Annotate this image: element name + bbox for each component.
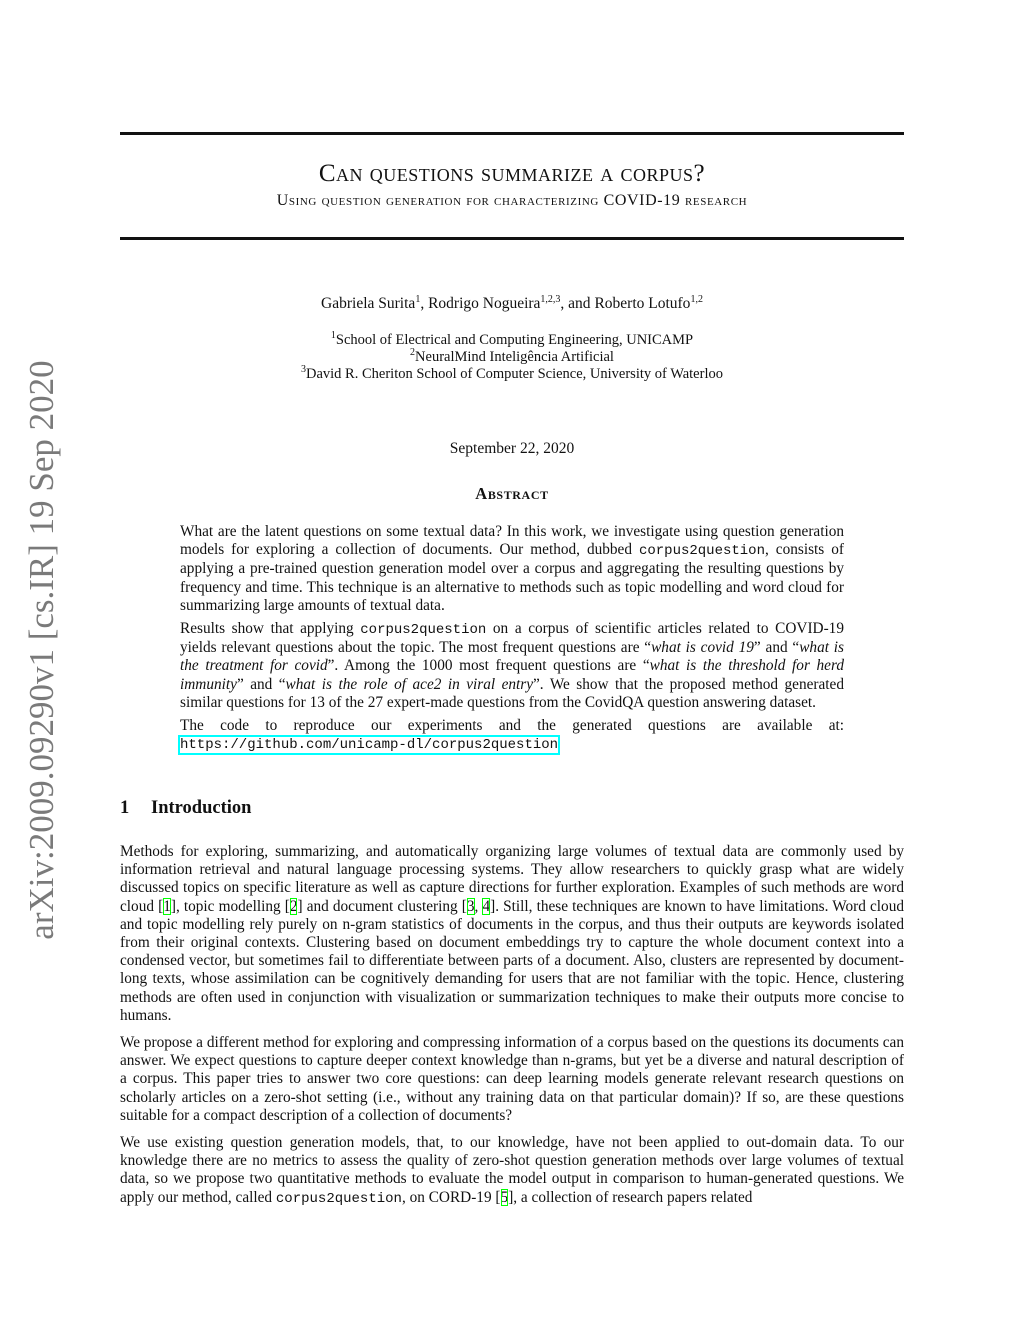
text-run: ” and “ <box>236 675 286 693</box>
text-run: We propose a different method for exploring and compressing information of a corpus based on the questions its documents can answer. We expect questions to capture deeper context knowledge than n-grams, but yet be a diverse and natural description of a corpus. This paper tries to answer two core questions: can deep learning models generate relevant research questions on scholarly articles on a zero-shot setting (i.e., without any training data on that particular domain)? If so, are these questions suitable for a compact description of a collection of documents? <box>120 1034 904 1124</box>
italic-quote: what is covid 19 <box>651 639 754 657</box>
text-run: ] and document clustering [ <box>297 897 467 915</box>
affiliation-mark: 3 <box>301 364 306 376</box>
paragraph <box>180 523 844 615</box>
text-run: The code to reproduce our experiments and the generated questions are available at: <box>180 717 844 735</box>
text-run: What are the latent questions on some textual data? In this work, we investigate using question generation models for exploring a collection of documents. Our method, dubbed <box>180 523 844 559</box>
paragraph <box>120 1034 904 1125</box>
author-affiliation-mark: 1 <box>415 293 421 305</box>
paper-title: Can questions summarize a corpus? <box>318 160 706 187</box>
text-run: ], a collection of research papers related <box>508 1188 753 1206</box>
body-text <box>120 843 904 1217</box>
paragraph <box>120 843 904 1025</box>
author-separator: , and <box>560 295 595 312</box>
text-run: ], topic modelling [ <box>170 897 290 915</box>
author-affiliation-mark: 1,2 <box>690 293 703 305</box>
author-list <box>0 295 1024 313</box>
affiliation-text: NeuralMind Inteligência Artificial <box>415 349 614 365</box>
text-run: ]. Still, these techniques are known to have limitations. Word cloud and topic modelling rely purely on n-gram statistics of documents in the corpus, and thus their outputs are keywords isolated from their original contexts. Clustering based on document embeddings try to capture the whole document context into a condensed vector, but sometimes fail to differentiate between parts of a document. Also, clusters are represented by document-long texts, whose assimilation can be cognitively demanding for users that are not familiar with the topic. Hence, clustering methods are often used in conjunction with visualization or summarization techniques to make their outputs more concise to humans. <box>120 897 904 1024</box>
italic-quote: what is the treatment for covid <box>180 639 844 675</box>
citation-link[interactable]: 5 <box>500 1188 509 1206</box>
citation-link[interactable]: 2 <box>289 897 298 915</box>
affiliation-line <box>0 366 1024 383</box>
text-run: Methods for exploring, summarizing, and automatically organizing large volumes of textual data are commonly used by information retrieval and natural language processing systems. They allow researchers to quickly grasp what are widely discussed topics on specific literature as well as capture directions for further exploration. Examples of such methods are word cloud [ <box>120 843 904 915</box>
paragraph <box>120 1134 904 1208</box>
citation-link[interactable]: 1 <box>163 897 171 915</box>
abstract <box>180 523 844 759</box>
text-run: ” and “ <box>753 639 800 657</box>
abstract-heading: Abstract <box>475 484 549 503</box>
arxiv-stamp: arXiv:2009.09290v1 [cs.IR] 19 Sep 2020 <box>22 360 61 940</box>
bottom-rule <box>120 237 904 240</box>
text-run: ”. We show that the proposed method generated similar questions for 13 of the 27 expert-made questions from the CovidQA question answering dataset. <box>180 675 844 711</box>
affiliation-line <box>0 349 1024 366</box>
code-term: corpus2question <box>638 543 765 560</box>
affiliation-line <box>0 332 1024 349</box>
author-name: Rodrigo Nogueira <box>428 295 541 312</box>
section-heading <box>120 798 251 819</box>
citation-link[interactable]: 4 <box>482 897 491 915</box>
affiliations <box>0 332 1024 383</box>
code-term: corpus2question <box>360 622 487 639</box>
italic-quote: what is the threshold for herd immunity <box>180 657 845 693</box>
text-run: Results show that applying <box>180 620 361 638</box>
text-run: , <box>474 897 483 915</box>
author-separator: , <box>420 295 429 312</box>
section-title: Introduction <box>151 798 252 818</box>
author-name: Gabriela Surita <box>321 295 416 312</box>
text-run: We use existing question generation models, that, to our knowledge, have not been applied to out-domain data. To our knowledge there are no metrics to assess the quality of zero-shot question generation methods over large volumes of textual data, so we propose two quantitative methods to evaluate the model output in comparison to human-generated questions. We apply our method, called <box>120 1134 904 1206</box>
text-run: ”. Among the 1000 most frequent questions are “ <box>327 657 650 675</box>
affiliation-text: School of Electrical and Computing Engineering, UNICAMP <box>335 332 694 348</box>
github-link[interactable]: https://github.com/unicamp-dl/corpus2question <box>180 737 559 754</box>
top-rule <box>120 132 904 135</box>
author-affiliation-mark: 1,2,3 <box>540 293 561 305</box>
code-term: corpus2question <box>275 1190 402 1207</box>
affiliation-mark: 2 <box>410 347 416 359</box>
paper-date: September 22, 2020 <box>449 440 575 457</box>
text-run: , consists of applying a pre-trained question generation model over a corpus and aggregating the resulting questions by frequency and time. This technique is an alternative to methods such as topic modelling and word cloud for summarizing large amounts of textual data. <box>180 541 844 614</box>
section-number: 1 <box>120 798 130 818</box>
author-name: Roberto Lotufo <box>594 295 691 312</box>
text-run: , on CORD-19 [ <box>401 1188 501 1206</box>
italic-quote: what is the role of ace2 in viral entry <box>285 675 534 693</box>
paragraph <box>180 620 844 712</box>
paragraph <box>180 717 844 754</box>
affiliation-text: David R. Cheriton School of Computer Science, University of Waterloo <box>306 366 723 382</box>
affiliation-mark: 1 <box>330 330 336 342</box>
citation-link[interactable]: 3 <box>466 897 475 915</box>
paper-subtitle: Using question generation for characterizing COVID-19 research <box>276 192 748 209</box>
text-run: on a corpus of scientific articles related to COVID-19 yields relevant questions about the topic. The most frequent questions are “ <box>180 620 844 657</box>
